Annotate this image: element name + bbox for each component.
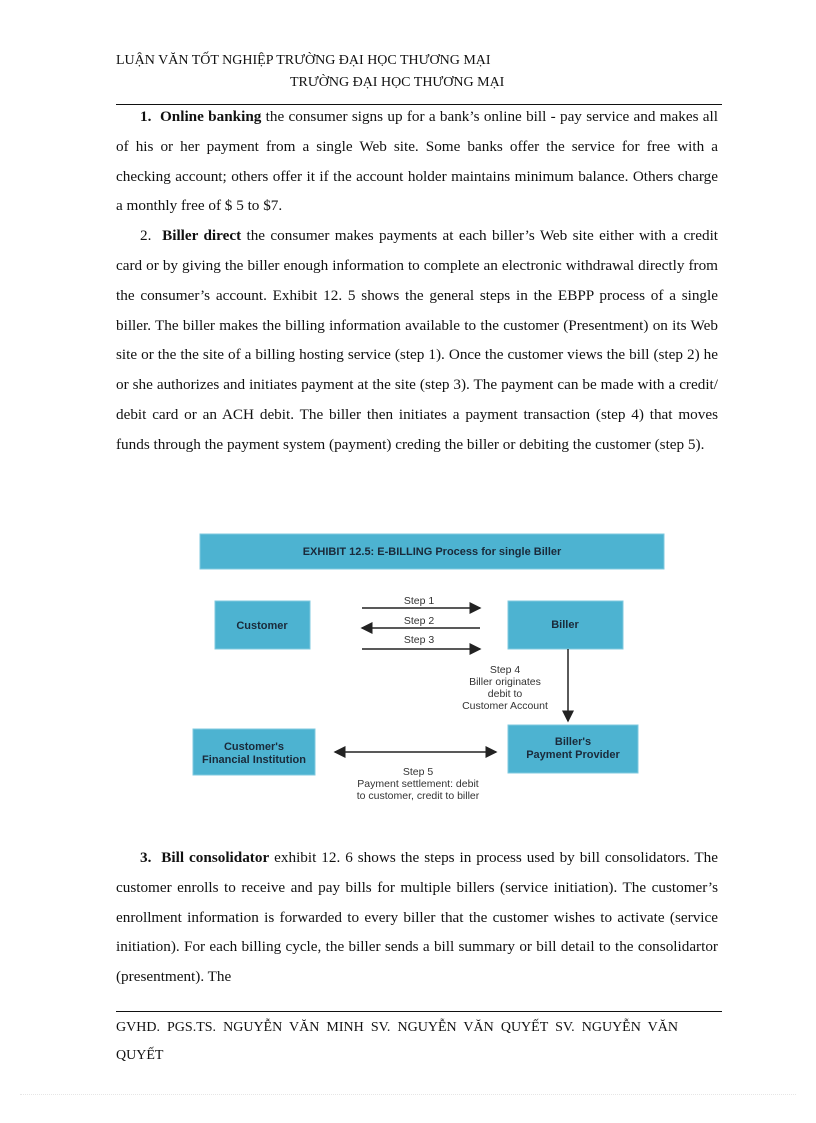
header-line-2: TRƯỜNG ĐẠI HỌC THƯƠNG MẠI (290, 75, 505, 90)
para2-number: 2. (140, 227, 152, 245)
para2-text: the consumer makes payments at each biller’s Web site either with a credit card or by giving the biller enough information to complete an electronic withdrawal directly from the consumer’s account. Exhibit 12. 5 shows the general steps in the EBPP process of a single biller. The biller makes the billing information available to the customer (Presentment) on its Web site or the the site of a billing hosting service (step 1). Once the customer views the bill (step 2) he or she authorizes and initiates payment at the site (step 3). The payment can be made with a credit/ debit card or an ACH debit. The biller then initiates a payment transaction (step 4) that moves funds through the payment system (payment) creding the biller or debiting the customer (step 5). (116, 227, 719, 453)
step1-label: Step 1 (403, 595, 435, 607)
exhibit-diagram (190, 531, 670, 821)
para3-term: Bill consolidator (161, 849, 270, 866)
para3-text: exhibit 12. 6 shows the steps in process used by bill consolidators. The customer enrolls to receive and pay bills for multiple billers (service initiation). The customer’s enrollment information is forwarded to every biller that the customer wishes to activate (service initiation). For each billing cycle, the biller sends a bill summary or bill detail to the consolidartor (presentment). The (116, 849, 718, 986)
customer-label: Customer (236, 620, 288, 632)
biller-label: Biller (551, 619, 579, 631)
step5-label-3: to customer, credit to biller (356, 790, 480, 802)
para1-number: 1. (140, 108, 152, 125)
para2-term: Biller direct (162, 227, 242, 245)
step3-label: Step 3 (403, 634, 435, 646)
payment-provider-label-1: Biller's (554, 736, 592, 748)
step4-label-3: debit to (487, 688, 523, 700)
exhibit-svg (190, 531, 670, 821)
paragraph-online-banking (116, 102, 718, 221)
step4-label-2: Biller originates (469, 676, 541, 688)
financial-institution-label-1: Customer's (223, 741, 285, 753)
page-footer: GVHD. PGS.TS. NGUYỄN VĂN MINH SV. NGUYỄN VĂN QUYẾT SV. NGUYỄN VĂN QUYẾT (116, 1020, 678, 1063)
paragraph-bill-consolidator (116, 843, 718, 992)
para3-number: 3. (140, 849, 152, 866)
step4-label-1: Step 4 (489, 664, 521, 676)
step4-label-4: Customer Account (462, 700, 548, 712)
financial-institution-label-2: Financial Institution (202, 754, 306, 766)
para1-text: the consumer signs up for a bank’s online bill - pay service and makes all of his or her payment from a single Web site. Some banks offer the service for free with a checking account; others offer it if the account holder maintains minimum balance. Others charge a monthly free of $ 5 to $7. (116, 108, 718, 215)
para1-term: Online banking (159, 108, 262, 125)
step2-label: Step 2 (403, 615, 435, 627)
header-line-1: LUẬN VĂN TỐT NGHIỆP TRƯỜNG ĐẠI HỌC THƯƠNG MẠI (116, 53, 491, 68)
paragraph-biller-direct (116, 221, 718, 459)
exhibit-title: EXHIBIT 12.5: E-BILLING Process for single Biller (302, 546, 562, 558)
body-paragraph-bottom (116, 843, 718, 992)
body-paragraphs (116, 102, 718, 460)
page-bottom-edge (20, 1094, 796, 1095)
footer-divider (116, 1011, 722, 1012)
payment-provider-label-2: Payment Provider (526, 749, 620, 761)
step5-label-2: Payment settlement: debit (357, 778, 479, 790)
step5-label-1: Step 5 (402, 766, 434, 778)
page-header (116, 50, 722, 94)
